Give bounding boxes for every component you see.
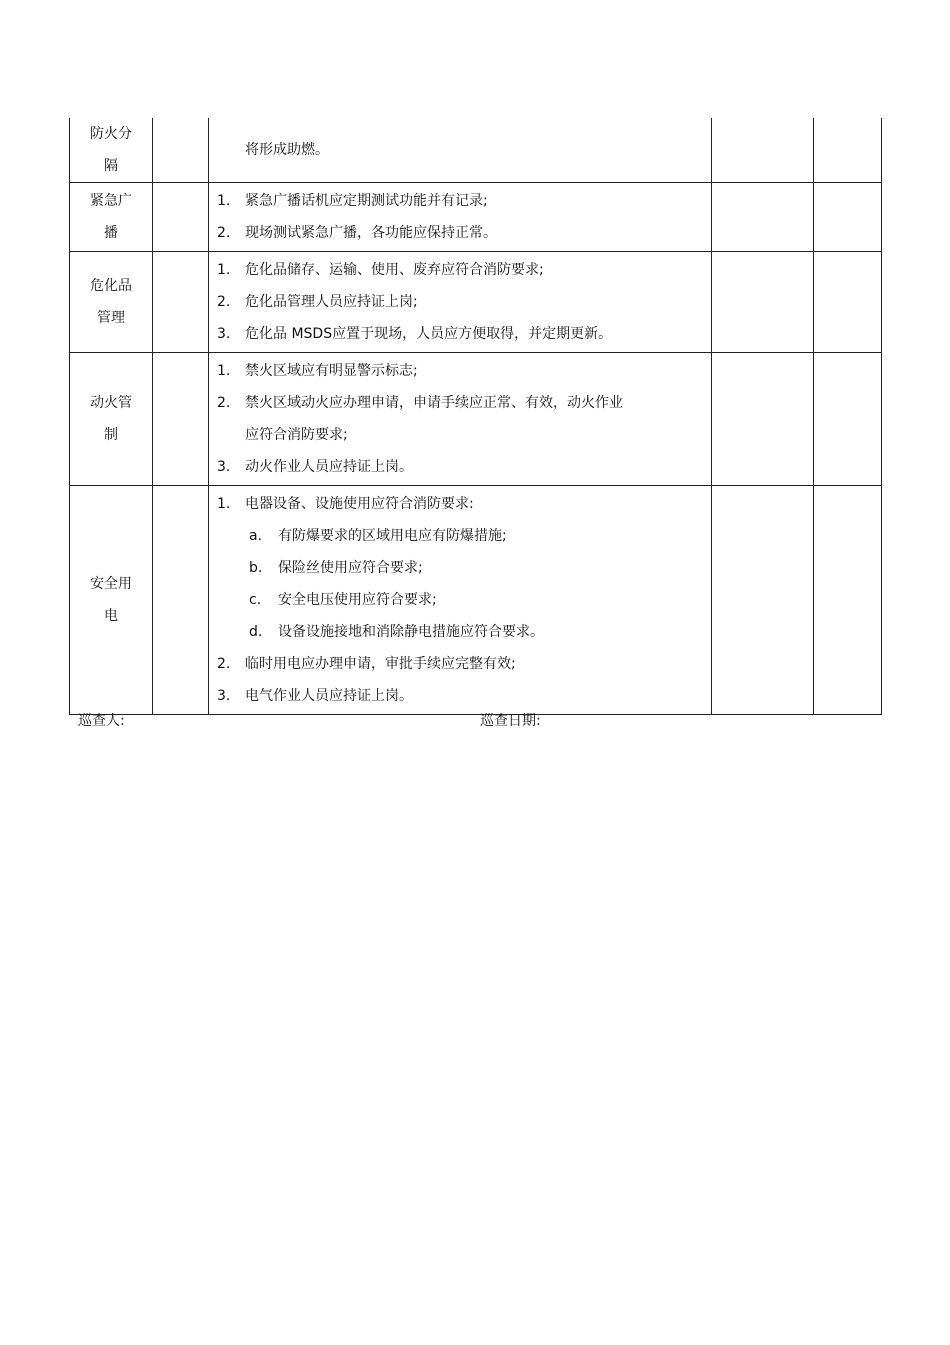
category-label: 播 (104, 225, 118, 241)
blank-cell (153, 486, 209, 715)
blank-cell (153, 353, 209, 486)
requirement-line (209, 318, 711, 350)
requirement-cell (209, 486, 712, 715)
requirement-cell (209, 118, 712, 183)
item-number: d. (249, 624, 263, 640)
requirement-line (209, 648, 711, 680)
item-text: 危化品管理人员应持证上岗; (245, 294, 418, 310)
item-text: 禁火区域应有明显警示标志; (245, 363, 418, 379)
table-row (70, 353, 882, 486)
category-label: 紧急广 (90, 193, 132, 209)
item-number: 3. (217, 326, 231, 342)
requirement-line (209, 552, 711, 584)
item-text: 将形成助燃。 (245, 142, 329, 158)
item-text: 危化品储存、运输、使用、废弃应符合消防要求; (245, 262, 544, 278)
result-cell[interactable] (712, 486, 814, 715)
category-label: 隔 (104, 158, 118, 174)
requirement-cell (209, 353, 712, 486)
inspection-table (69, 118, 882, 715)
remark-cell[interactable] (814, 252, 882, 353)
inspection-date-label: 巡查日期: (480, 713, 541, 729)
item-number: 3. (217, 459, 231, 475)
item-text: 保险丝使用应符合要求; (278, 560, 423, 576)
item-number: 2. (217, 395, 231, 411)
item-text: 禁火区域动火应办理申请，申请手续应正常、有效，动火作业 (245, 395, 623, 411)
result-cell[interactable] (712, 183, 814, 252)
category-label: 动火管 (90, 395, 132, 411)
item-text: 危化品 MSDS应置于现场，人员应方便取得，并定期更新。 (245, 326, 613, 342)
item-number: 1. (217, 496, 231, 512)
item-text: 动火作业人员应持证上岗。 (245, 459, 413, 475)
remark-cell[interactable] (814, 118, 882, 183)
requirement-line (209, 616, 711, 648)
category-label: 防火分 (90, 126, 132, 142)
item-text: 紧急广播话机应定期测试功能并有记录; (245, 193, 488, 209)
item-text: 现场测试紧急广播，各功能应保持正常。 (245, 225, 497, 241)
category-label: 管理 (97, 310, 125, 326)
category-label: 电 (104, 608, 118, 624)
category-cell (70, 252, 153, 353)
inspection-table-container (69, 118, 882, 715)
blank-cell (153, 252, 209, 353)
item-number: 1. (217, 363, 231, 379)
requirement-cell (209, 183, 712, 252)
category-label: 制 (104, 427, 118, 443)
requirement-line (209, 286, 711, 318)
item-number: 2. (217, 656, 231, 672)
remark-cell[interactable] (814, 486, 882, 715)
table-row (70, 183, 882, 252)
item-text: 安全电压使用应符合要求; (278, 592, 437, 608)
requirement-line (209, 185, 711, 217)
requirement-line (209, 254, 711, 286)
blank-cell (153, 183, 209, 252)
category-cell (70, 486, 153, 715)
item-number: 1. (217, 262, 231, 278)
result-cell[interactable] (712, 353, 814, 486)
requirement-line (209, 584, 711, 616)
result-cell[interactable] (712, 252, 814, 353)
remark-cell[interactable] (814, 353, 882, 486)
table-row (70, 252, 882, 353)
category-cell (70, 118, 153, 183)
item-number: c. (249, 592, 262, 608)
blank-cell (153, 118, 209, 183)
category-label: 安全用 (90, 576, 132, 592)
item-text: 临时用电应办理申请，审批手续应完整有效; (245, 656, 516, 672)
item-number: a. (249, 528, 263, 544)
item-number: 2. (217, 225, 231, 241)
item-number: 1. (217, 193, 231, 209)
item-text: 应符合消防要求; (245, 427, 348, 443)
requirement-line (209, 134, 711, 166)
item-number: 2. (217, 294, 231, 310)
requirement-line (209, 680, 711, 712)
requirement-line (209, 488, 711, 520)
requirement-line (209, 355, 711, 387)
item-text: 设备设施接地和消除静电措施应符合要求。 (278, 624, 544, 640)
requirement-line (209, 520, 711, 552)
category-label: 危化品 (90, 278, 132, 294)
inspection-table-body (70, 118, 882, 715)
item-number: 3. (217, 688, 231, 704)
table-row (70, 486, 882, 715)
item-text: 电气作业人员应持证上岗。 (245, 688, 413, 704)
item-number: b. (249, 560, 263, 576)
remark-cell[interactable] (814, 183, 882, 252)
result-cell[interactable] (712, 118, 814, 183)
requirement-line (209, 387, 711, 419)
requirement-line (209, 451, 711, 483)
requirement-line (209, 419, 711, 451)
category-cell (70, 183, 153, 252)
category-cell (70, 353, 153, 486)
requirement-line (209, 217, 711, 249)
requirement-cell (209, 252, 712, 353)
item-text: 有防爆要求的区域用电应有防爆措施; (278, 528, 507, 544)
table-row (70, 118, 882, 183)
inspector-label: 巡查人: (78, 713, 125, 729)
item-text: 电器设备、设施使用应符合消防要求: (245, 496, 474, 512)
